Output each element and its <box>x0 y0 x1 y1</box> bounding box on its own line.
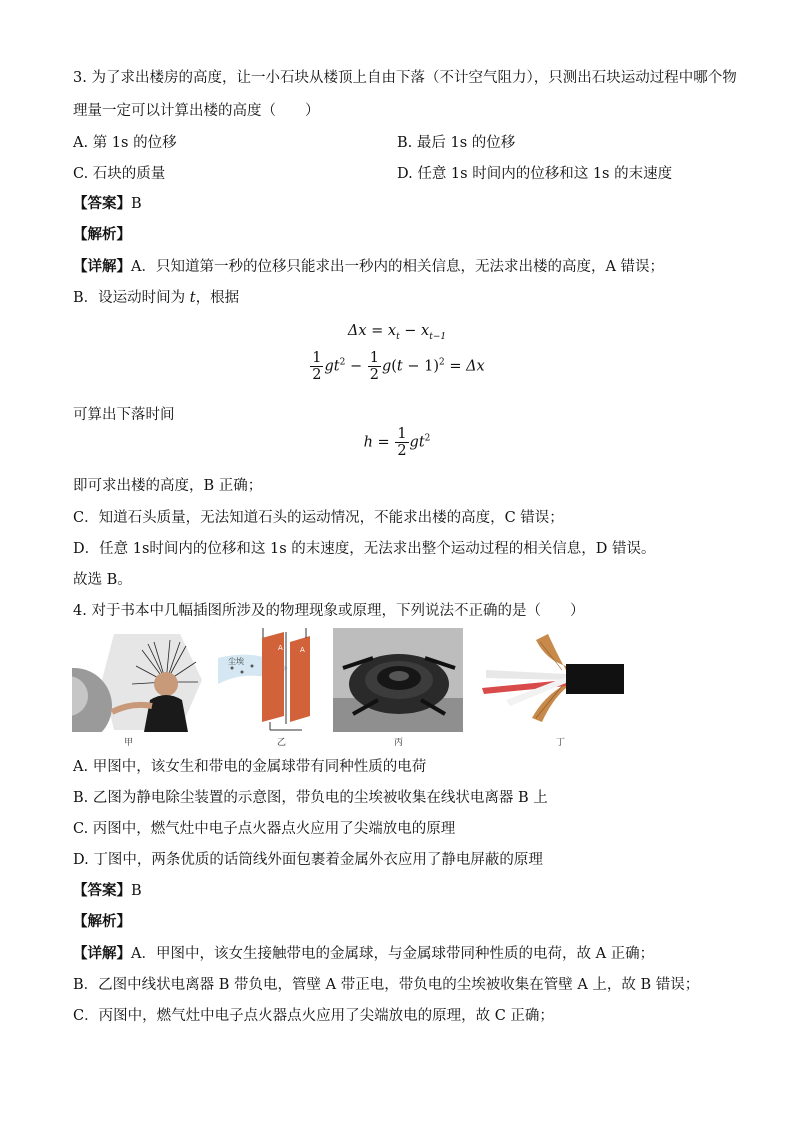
q4-analysis-label: 【解析】 <box>73 913 131 930</box>
caption-jia: 甲 <box>124 738 134 748</box>
q4-detail-b: B．乙图中线状电离器 B 带负电，管壁 A 带正电，带负电的尘埃被收集在管壁 A 上，故 B 错误； <box>73 977 700 993</box>
q3-stem-line2: 理量一定可以计算出楼的高度（ ） <box>73 103 320 119</box>
q4-option-a: A. 甲图中，该女生和带电的金属球带有同种性质的电荷 <box>73 759 427 775</box>
q3-text-fall-time: 可算出下落时间 <box>73 407 175 423</box>
caption-bing: 丙 <box>394 738 404 748</box>
q3-option-b: B. 最后 1s 的位移 <box>397 135 516 151</box>
q3-option-d: D. 任意 1s 时间内的位移和这 1s 的末速度 <box>397 166 673 182</box>
q3-answer-label: 【答案】 <box>73 195 131 212</box>
q3-detail-label: 【详解】 <box>73 258 131 275</box>
caption-yi: 乙 <box>277 738 287 748</box>
q3-detail-a: 【详解】A．只知道第一秒的位移只能求出一秒内的相关信息，无法求出楼的高度，A 错误； <box>73 258 665 275</box>
equation-delta-x: $\Delta x = x_t - x_{t-1}$ <box>347 323 447 342</box>
q3-answer <box>73 192 142 213</box>
q3-option-c: C. 石块的质量 <box>73 166 166 182</box>
q4-detail-label: 【详解】 <box>73 945 131 962</box>
figure-bing-gas-stove <box>333 628 463 732</box>
q4-answer-value: B <box>131 883 142 899</box>
q4-answer <box>73 879 142 900</box>
q3-b-conclusion: 即可求出楼的高度，B 正确； <box>73 478 263 494</box>
figure-yi-precipitator <box>218 628 338 732</box>
q4-figure-row <box>72 628 632 748</box>
figure-yi-dust-label: 尘埃 <box>228 657 244 666</box>
q4-option-d: D. 丁图中，两条优质的话筒线外面包裹着金属外衣应用了静电屏蔽的原理 <box>73 852 543 868</box>
figure-jia-charged-sphere <box>72 632 202 732</box>
q3-stem-line1: 3. 为了求出楼房的高度，让一小石块从楼顶上自由下落（不计空气阻力），只测出石块运动过程中哪个物 <box>73 70 737 86</box>
figure-yi-plate-label: A <box>300 646 305 654</box>
equation-displacement-difference: $\frac{1}{2}$ $gt^2$ − $\frac{1}{2}$ $g(t - 1)^2 = \Delta x$ <box>312 350 485 383</box>
figure-ding-shielded-cable <box>476 630 624 730</box>
q3-answer-value: B <box>131 196 142 212</box>
q4-option-c: C. 丙图中，燃气灶中电子点火器点火应用了尖端放电的原理 <box>73 821 456 837</box>
q4-detail-c: C．丙图中，燃气灶中电子点火器点火应用了尖端放电的原理，故 C 正确； <box>73 1008 554 1024</box>
q4-option-b: B. 乙图为静电除尘装置的示意图，带负电的尘埃被收集在线状电离器 B 上 <box>73 790 548 806</box>
svg-text:A: A <box>278 644 283 652</box>
q3-analysis-label: 【解析】 <box>73 226 131 243</box>
q3-conclusion: 故选 B。 <box>73 572 132 588</box>
q3-option-a: A. 第 1s 的位移 <box>73 135 177 151</box>
caption-ding: 丁 <box>556 738 566 748</box>
q3-detail-d: D．任意 1s时间内的位移和这 1s 的末速度，无法求出整个运动过程的相关信息，D 错误。 <box>73 541 656 557</box>
q4-stem: 4. 对于书本中几幅插图所涉及的物理现象或原理，下列说法不正确的是（ ） <box>73 603 585 619</box>
q4-detail-a: 【详解】A．甲图中，该女生接触带电的金属球，与金属球带同种性质的电荷，故 A 正确； <box>73 945 655 962</box>
equation-height: h = $\frac{1}{2}$ $gt^2$ <box>363 426 431 459</box>
q4-answer-label: 【答案】 <box>73 882 131 899</box>
q3-detail-b-intro: B．设运动时间为 t，根据 <box>73 290 240 306</box>
q3-detail-c: C．知道石头质量，无法知道石头的运动情况，不能求出楼的高度，C 错误； <box>73 510 564 526</box>
